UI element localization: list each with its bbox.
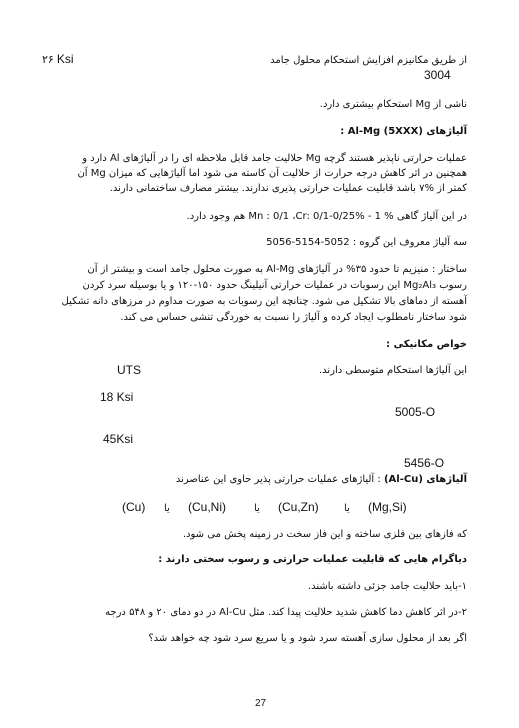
- connector: یا: [164, 503, 170, 514]
- element-group: (Mg,Si): [368, 500, 407, 514]
- structure-line: ساختار : منیزیم تا حدود ۳۵% در آلیاژهای Al-Mg به صورت محلول جامد است و بیشتر از آن: [87, 264, 467, 275]
- alcu-heading-rest: : آلیاژهای عملیات حرارتی پذیر حاوی این عناصرند: [175, 474, 381, 485]
- alloy-value: 5456-O: [404, 456, 445, 470]
- alloy-value: 5005-O: [395, 405, 436, 419]
- strength-value: 18 Ksi: [100, 390, 134, 404]
- header-alloy: 3004: [424, 68, 451, 82]
- connector: یا: [254, 503, 260, 514]
- element-group: (Cu): [122, 500, 146, 514]
- alcu-heading: آلیاژهای (Al-Cu): [383, 474, 467, 485]
- para-line: همچنین در اثر کاهش درجه حرارت از حلالیت آن کاسته می شود اما آلیاژهایی که میزان Mg آن: [77, 168, 467, 179]
- diagrams-item: ۲-در اثر کاهش دما کاهش شدید حلالیت پیدا کند. مثل Al-Cu در دو دمای ۲۰ و ۵۴۸ درجه: [105, 607, 467, 618]
- mechanical-line: این آلیاژها استحکام متوسطی دارند.: [318, 365, 467, 376]
- section-heading-5xxx: آلیاژهای (5XXX) Al-Mg :: [340, 126, 467, 137]
- para-line: عملیات حرارتی ناپذیر هستند گرچه Mg حلالیت جامد قابل ملاحظه ای را در آلیاژهای Al دارد و: [82, 153, 467, 164]
- section-heading-alcu: [67, 473, 467, 486]
- element-group: (Cu,Zn): [278, 500, 319, 514]
- diagrams-item: ۱-باید حلالیت جامد جزئی داشته باشند.: [307, 581, 467, 592]
- diagrams-heading: دیاگرام هایی که قابلیت عملیات حرارتی و رسوب سختی دارند :: [158, 554, 467, 565]
- structure-line: رسوب Mg₂Al₃ این رسوبات در عملیات حرارتی آنیلینگ حدود ۱۵۰-۱۲۰ و یا بوسیله سرد کردن: [82, 280, 467, 291]
- grades-line: سه آلیاژ معروف این گروه : 5052-5154-5056: [266, 237, 467, 248]
- structure-line: آهسته از دماهای بالا تشکیل می شود. چنانچه این رسوبات به صورت مداوم در مرزهای دانه تشکیل: [61, 296, 467, 307]
- intro-line: ناشی از Mg استحکام بیشتری دارد.: [319, 99, 467, 110]
- diagrams-item-cont: اگر بعد از محلول سازی آهسته سرد شود و یا سریع سرد شود چه خواهد شد؟: [148, 633, 467, 644]
- composition-line: در این آلیاژ گاهی % 1 - Mn : 0/1 ،Cr: 0/1-0/25% هم وجود دارد.: [186, 211, 467, 222]
- page-ref: [42, 53, 74, 67]
- page-number: 27: [255, 698, 267, 709]
- header-text: از طریق مکانیزم افزایش استحکام محلول جامد: [270, 55, 467, 66]
- structure-line: شود ساختار نامطلوب ایجاد کرده و آلیاژ را نسبت به خوردگی تنشی حساس می کند.: [120, 312, 467, 323]
- element-group: (Cu,Ni): [188, 500, 226, 514]
- connector: یا: [344, 503, 350, 514]
- mechanical-heading: خواص مکانیکی :: [386, 339, 467, 350]
- para-line: کمتر از %۷ باشد قابلیت عملیات حرارتی پذیری ندارند. بیشتر مصارف ساختمانی دارند.: [109, 183, 467, 194]
- page-ref-unit: Ksi: [56, 52, 74, 66]
- strength-value: 45Ksi: [103, 432, 134, 446]
- uts-label: UTS: [117, 363, 141, 377]
- page-ref-num: ۲۶: [42, 54, 54, 66]
- alcu-para: که فازهای بین فلزی ساخته و این فاز سخت در زمینه پخش می شود.: [182, 529, 467, 540]
